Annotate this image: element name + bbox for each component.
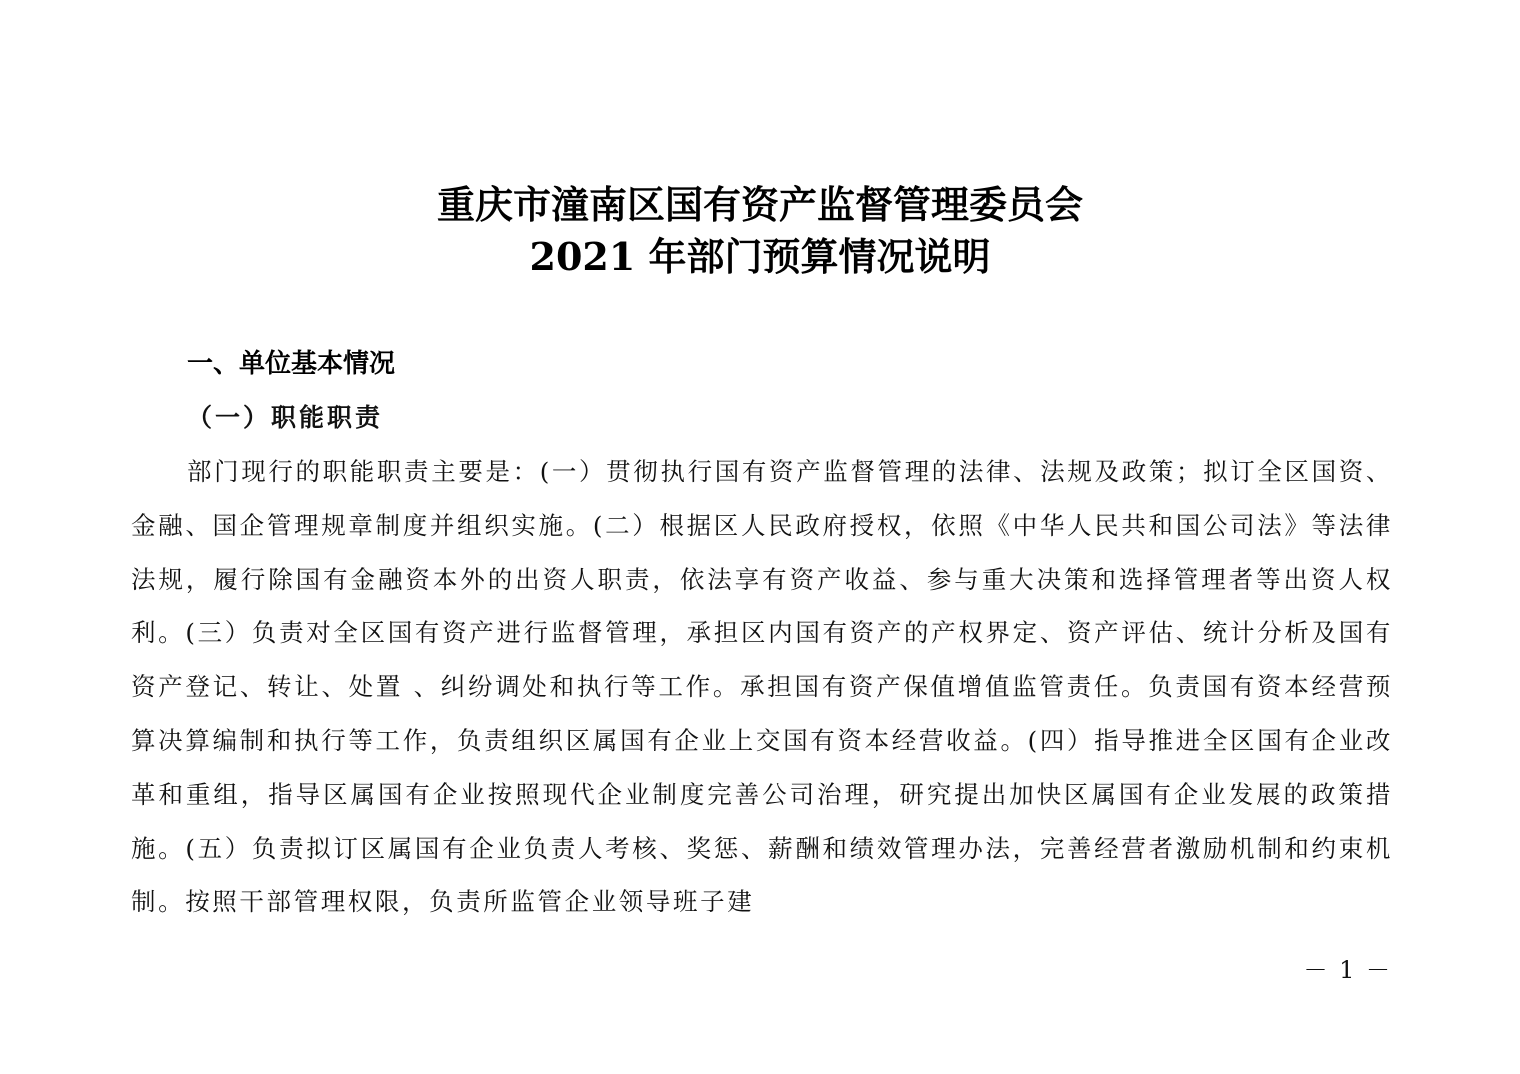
paragraph-functions: 部门现行的职能职责主要是：(一）贯彻执行国有资产监督管理的法律、法规及政策；拟订全区国资、金融、国企管理规章制度并组织实施。(二）根据区人民政府授权，依照《中华人民共和国公司法》等法律法规，履行除国有金融资本外的出资人职责，依法享有资产收益、参与重大决策和选择管理者等出资人权利。(三）负责对全区国有资产进行监督管理，承担区内国有资产的产权界定、资产评估、统计分析及国有资产登记、转让、处置 、纠纷调处和执行等工作。承担国有资产保值增值监管责任。负责国有资本经营预算决算编制和执行等工作，负责组织区属国有企业上交国有资本经营收益。(四）指导推进全区国有企业改革和重组，指导区属国有企业按照现代企业制度完善公司治理，研究提出加快区属国有企业发展的政策措施。(五）负责拟订区属国有企业负责人考核、奖惩、薪酬和绩效管理办法，完善经营者激励机制和约束机制。按照干部管理权限，负责所监管企业领导班子建 bbox=[131, 457, 1393, 917]
subsection-heading-functions: （一）职能职责 bbox=[187, 403, 384, 432]
section-heading-basic-info: 一、单位基本情况 bbox=[187, 349, 396, 379]
document-title-line2: 2021 年部门预算情况说明 bbox=[529, 234, 991, 279]
document-title-line1: 重庆市潼南区国有资产监督管理委员会 bbox=[436, 182, 1083, 227]
page-number: － 1 － bbox=[1303, 956, 1392, 984]
